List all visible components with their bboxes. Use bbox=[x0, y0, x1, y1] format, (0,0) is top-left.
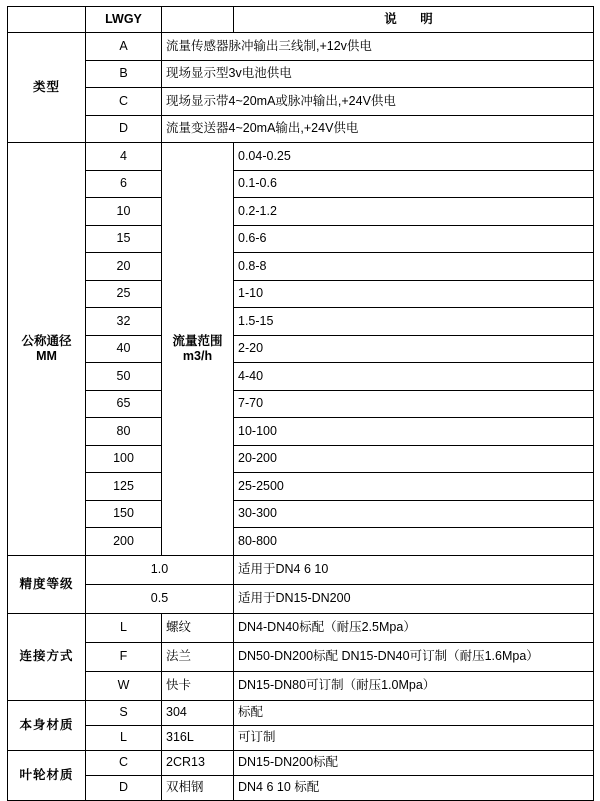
code-cell: 25 bbox=[86, 280, 162, 308]
code-cell: A bbox=[86, 33, 162, 61]
desc-cell: 0.6-6 bbox=[234, 225, 594, 253]
table-row bbox=[8, 170, 594, 198]
desc-cell: 1.5-15 bbox=[234, 308, 594, 336]
desc-cell: 现场显示型3v电池供电 bbox=[162, 60, 594, 88]
table-row bbox=[8, 335, 594, 363]
mid-cell: 螺纹 bbox=[162, 613, 234, 642]
flow-range-line1: 流量范围 bbox=[172, 333, 223, 348]
desc-cell: DN4 6 10 标配 bbox=[234, 775, 594, 800]
specification-table bbox=[7, 6, 594, 801]
code-cell: 200 bbox=[86, 528, 162, 556]
table-row bbox=[8, 775, 594, 800]
table-row bbox=[8, 143, 594, 171]
section-label-connection-type: 连接方式 bbox=[8, 613, 86, 700]
table-row bbox=[8, 671, 594, 700]
desc-cell: DN4-DN40标配（耐压2.5Mpa） bbox=[234, 613, 594, 642]
code-cell: L bbox=[86, 613, 162, 642]
code-cell: 80 bbox=[86, 418, 162, 446]
code-cell: S bbox=[86, 700, 162, 725]
table-row bbox=[8, 473, 594, 501]
code-cell: 4 bbox=[86, 143, 162, 171]
desc-cell: 7-70 bbox=[234, 390, 594, 418]
mid-cell: 法兰 bbox=[162, 642, 234, 671]
desc-cell: 0.2-1.2 bbox=[234, 198, 594, 226]
section-label-body-material: 本身材质 bbox=[8, 700, 86, 750]
section-label-line1: 公称通径 bbox=[21, 333, 72, 348]
table-row bbox=[8, 390, 594, 418]
desc-cell: 80-800 bbox=[234, 528, 594, 556]
code-cell: F bbox=[86, 642, 162, 671]
code-cell: D bbox=[86, 115, 162, 143]
code-cell: D bbox=[86, 775, 162, 800]
flow-range-line2: m3/h bbox=[182, 348, 213, 363]
code-cell: 6 bbox=[86, 170, 162, 198]
mid-cell: 2CR13 bbox=[162, 750, 234, 775]
desc-cell: 现场显示带4~20mA或脉冲输出,+24V供电 bbox=[162, 88, 594, 116]
code-cell: 65 bbox=[86, 390, 162, 418]
section-label-type: 类型 bbox=[8, 33, 86, 143]
table-row bbox=[8, 750, 594, 775]
desc-cell: 2-20 bbox=[234, 335, 594, 363]
desc-cell: 10-100 bbox=[234, 418, 594, 446]
code-cell: B bbox=[86, 60, 162, 88]
flow-range-label bbox=[162, 143, 234, 556]
table-row bbox=[8, 584, 594, 613]
desc-cell: DN15-DN200标配 bbox=[234, 750, 594, 775]
header-cell-blank bbox=[8, 7, 86, 33]
code-cell: 125 bbox=[86, 473, 162, 501]
desc-cell: 4-40 bbox=[234, 363, 594, 391]
code-cell: L bbox=[86, 725, 162, 750]
table-row bbox=[8, 198, 594, 226]
mid-cell: 双相钢 bbox=[162, 775, 234, 800]
desc-cell: 可订制 bbox=[234, 725, 594, 750]
header-cell-blank2 bbox=[162, 7, 234, 33]
code-cell: 20 bbox=[86, 253, 162, 281]
table-row bbox=[8, 613, 594, 642]
code-cell: 15 bbox=[86, 225, 162, 253]
mid-cell: 316L bbox=[162, 725, 234, 750]
code-cell: 40 bbox=[86, 335, 162, 363]
code-cell: 50 bbox=[86, 363, 162, 391]
table-row bbox=[8, 225, 594, 253]
table-row bbox=[8, 253, 594, 281]
desc-cell: 30-300 bbox=[234, 500, 594, 528]
desc-cell: 流量传感器脉冲输出三线制,+12v供电 bbox=[162, 33, 594, 61]
desc-cell: 0.8-8 bbox=[234, 253, 594, 281]
section-label-impeller-material: 叶轮材质 bbox=[8, 750, 86, 800]
table-row bbox=[8, 528, 594, 556]
table-header-row bbox=[8, 7, 594, 33]
code-cell: C bbox=[86, 750, 162, 775]
desc-cell: 适用于DN4 6 10 bbox=[234, 555, 594, 584]
table-row bbox=[8, 60, 594, 88]
desc-cell: 流量变送器4~20mA输出,+24V供电 bbox=[162, 115, 594, 143]
section-label-nominal-diameter bbox=[8, 143, 86, 556]
desc-cell: 0.04-0.25 bbox=[234, 143, 594, 171]
table-row bbox=[8, 500, 594, 528]
table-row bbox=[8, 363, 594, 391]
code-cell: 10 bbox=[86, 198, 162, 226]
code-cell: 0.5 bbox=[86, 584, 234, 613]
desc-cell: 25-2500 bbox=[234, 473, 594, 501]
table-row bbox=[8, 445, 594, 473]
table-row bbox=[8, 88, 594, 116]
mid-cell: 304 bbox=[162, 700, 234, 725]
desc-cell: 适用于DN15-DN200 bbox=[234, 584, 594, 613]
code-cell: 1.0 bbox=[86, 555, 234, 584]
desc-cell: DN50-DN200标配 DN15-DN40可订制（耐压1.6Mpa） bbox=[234, 642, 594, 671]
desc-cell: DN15-DN80可订制（耐压1.0Mpa） bbox=[234, 671, 594, 700]
desc-cell: 标配 bbox=[234, 700, 594, 725]
desc-cell: 1-10 bbox=[234, 280, 594, 308]
desc-cell: 20-200 bbox=[234, 445, 594, 473]
section-label-accuracy-class: 精度等级 bbox=[8, 555, 86, 613]
table-row bbox=[8, 700, 594, 725]
section-label-line2: MM bbox=[36, 348, 57, 363]
table-row bbox=[8, 555, 594, 584]
code-cell: 100 bbox=[86, 445, 162, 473]
spec-sheet bbox=[0, 6, 600, 794]
table-row bbox=[8, 725, 594, 750]
table-row bbox=[8, 642, 594, 671]
table-row bbox=[8, 308, 594, 336]
code-cell: W bbox=[86, 671, 162, 700]
table-row bbox=[8, 280, 594, 308]
table-row bbox=[8, 33, 594, 61]
desc-cell: 0.1-0.6 bbox=[234, 170, 594, 198]
table-row bbox=[8, 115, 594, 143]
header-cell-description: 说 明 bbox=[234, 7, 594, 33]
code-cell: C bbox=[86, 88, 162, 116]
table-row bbox=[8, 418, 594, 446]
code-cell: 150 bbox=[86, 500, 162, 528]
mid-cell: 快卡 bbox=[162, 671, 234, 700]
code-cell: 32 bbox=[86, 308, 162, 336]
header-cell-model: LWGY bbox=[86, 7, 162, 33]
